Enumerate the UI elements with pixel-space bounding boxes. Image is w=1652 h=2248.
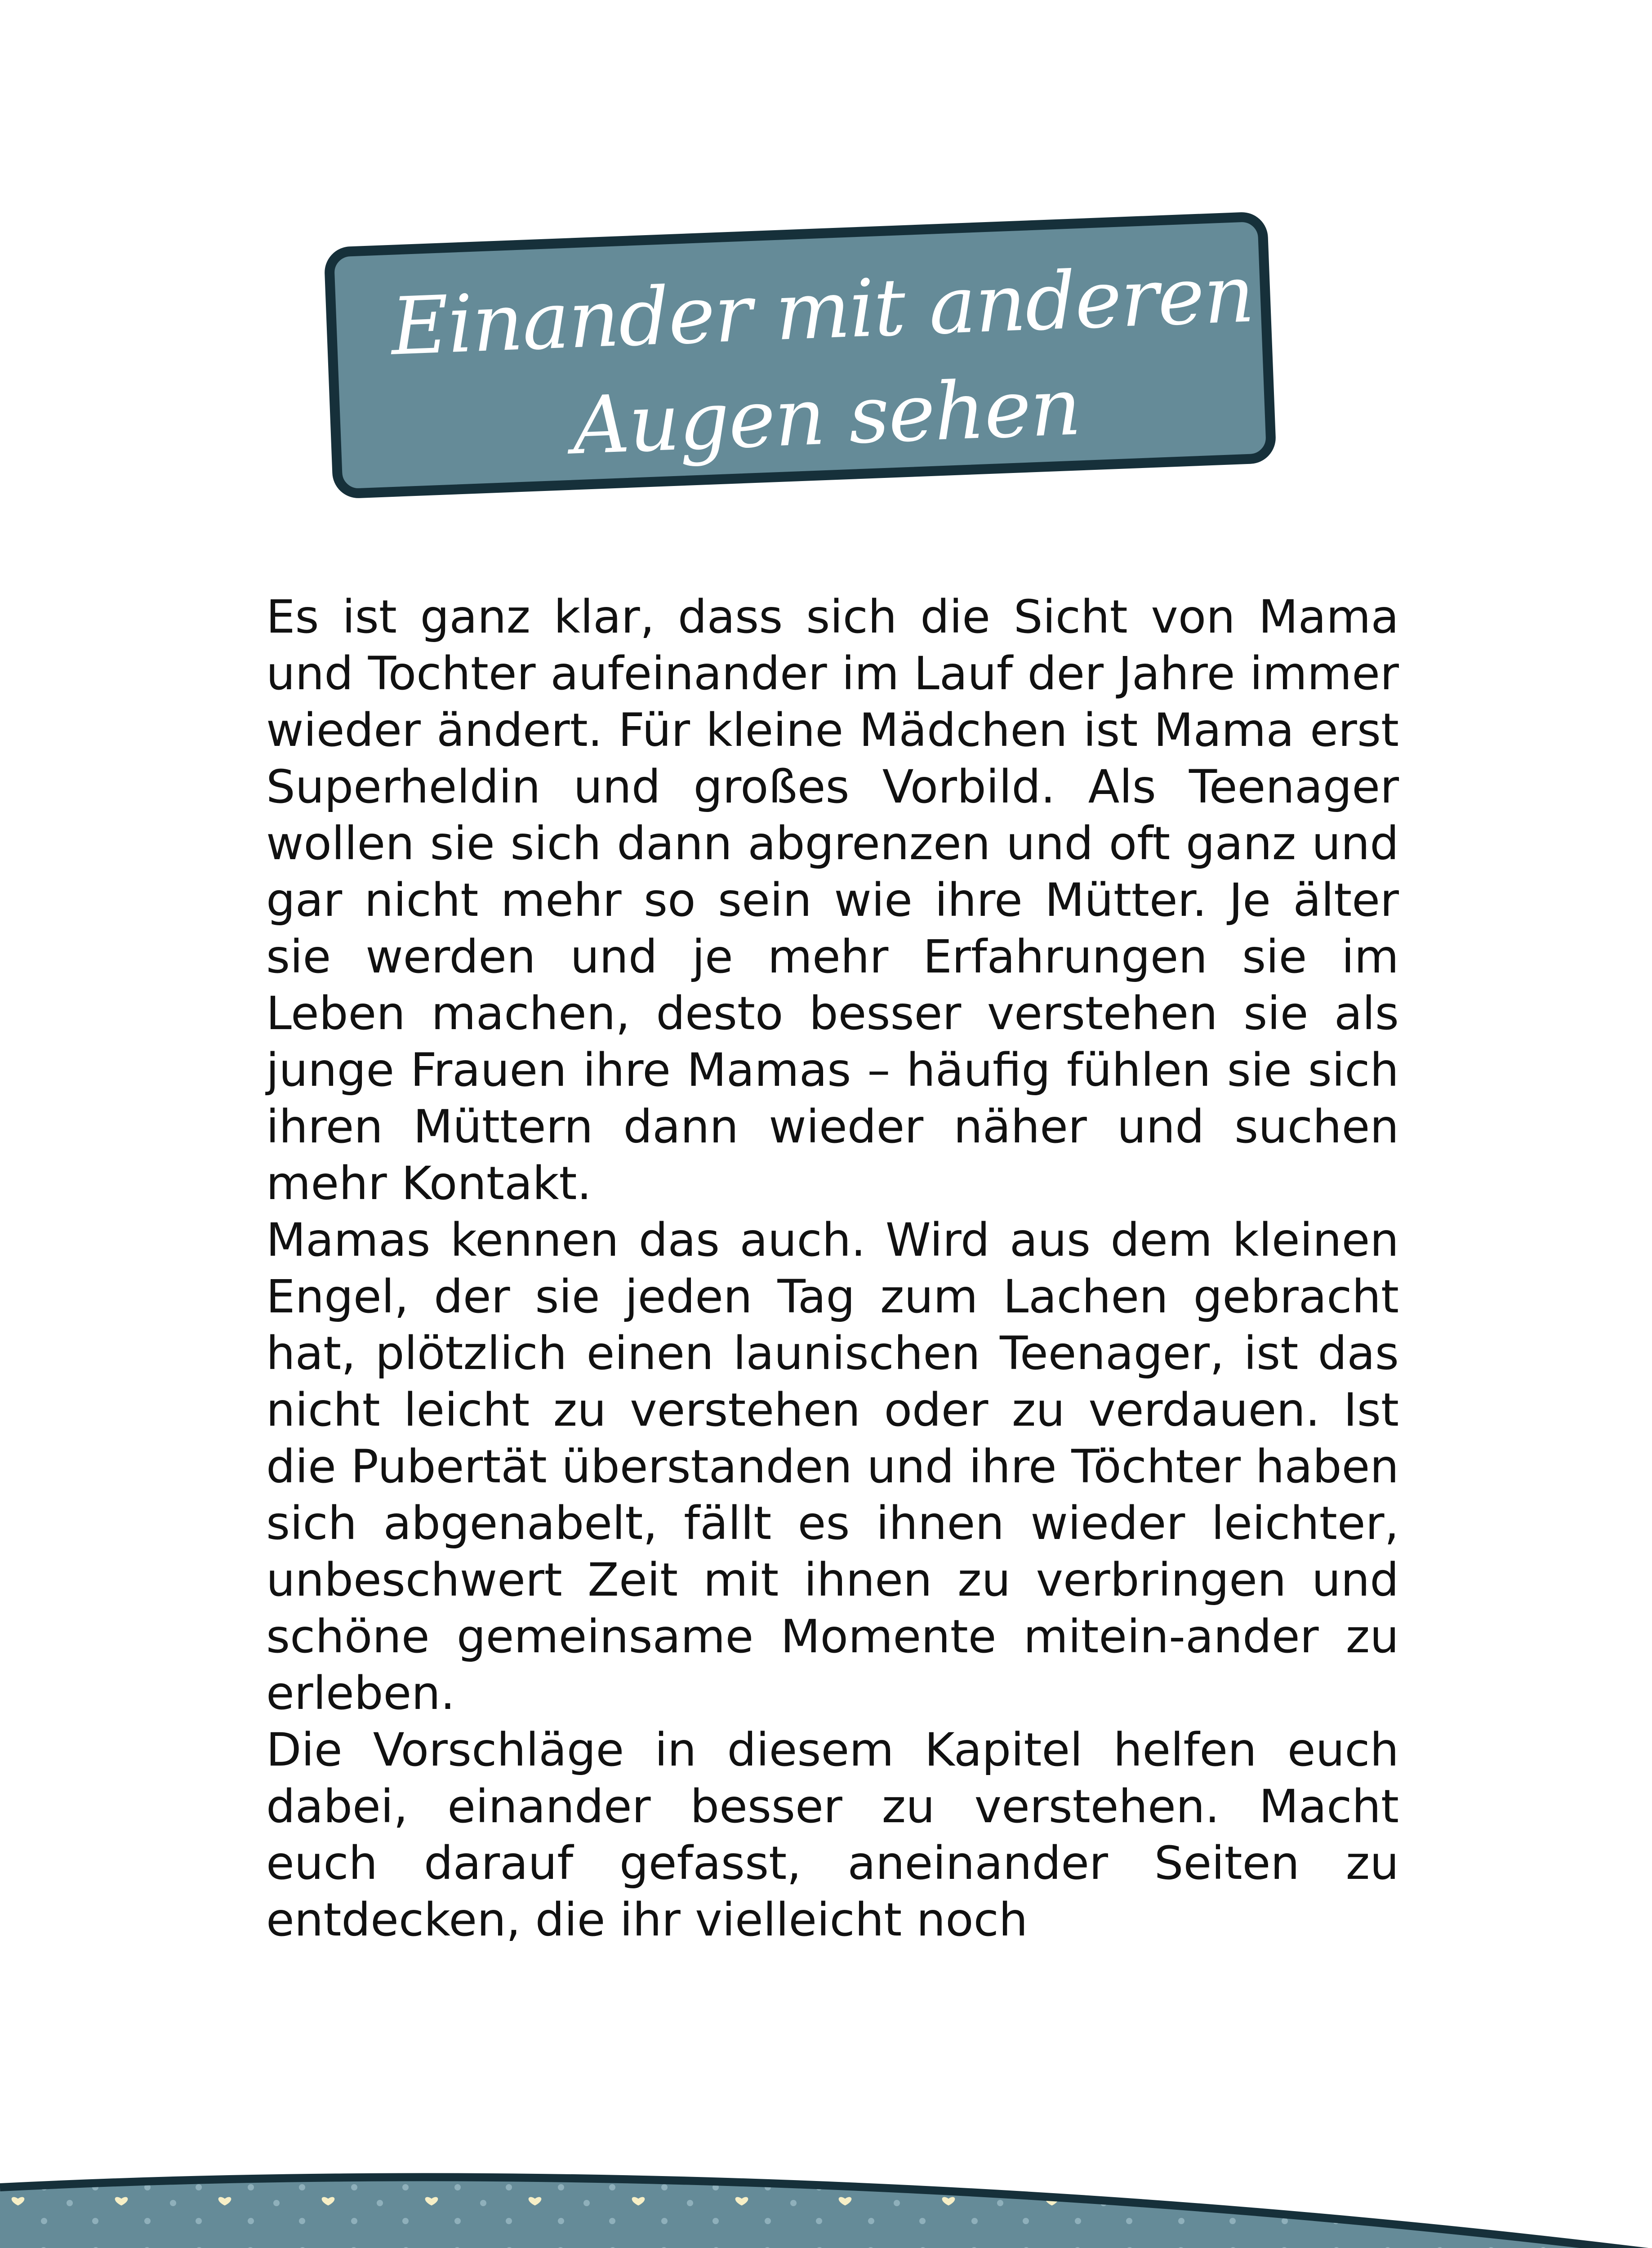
- heart-icon: [1563, 2197, 1576, 2206]
- dot-icon: [1075, 2218, 1081, 2224]
- dot-icon: [1126, 2184, 1132, 2190]
- dot-icon: [454, 2184, 461, 2190]
- dot-icon: [1540, 2218, 1546, 2224]
- dot-icon: [1229, 2184, 1236, 2190]
- paragraph-2: Mamas kennen das auch. Wird aus dem kleinen Engel, der sie jeden Tag zum Lachen gebracht hat, plötzlich einen launischen Teenager, ist das nicht leicht zu verstehen oder zu verdauen. Ist die Pubertät überstanden und ihre Töchter haben sich abgenabelt, fällt es ihnen wieder leichter, unbeschwert Zeit mit ihnen zu verbringen und schöne gemeinsame Momente mitein-ander zu erleben.: [266, 1213, 1399, 1720]
- dot-icon: [506, 2184, 512, 2190]
- dot-icon: [92, 2218, 98, 2224]
- dot-icon: [1411, 2200, 1417, 2206]
- dot-icon: [1643, 2218, 1649, 2224]
- paragraph-3: Die Vorschläge in diesem Kapitel helfen euch dabei, einander besser zu verstehen. Macht euch darauf gefasst, aneinander Seiten zu entdecken, die ihr vielleicht noch: [266, 1723, 1399, 1947]
- dot-icon: [1023, 2184, 1029, 2190]
- chapter-title-line-1: Einander mit anderen: [389, 248, 1256, 373]
- dot-icon: [402, 2184, 409, 2190]
- dot-icon: [609, 2218, 615, 2224]
- dot-icon: [894, 2200, 900, 2206]
- dot-icon: [170, 2200, 176, 2206]
- dot-icon: [1617, 2200, 1624, 2206]
- dot-icon: [377, 2200, 383, 2206]
- dot-icon: [971, 2218, 978, 2224]
- dot-icon: [144, 2218, 151, 2224]
- dot-icon: [351, 2184, 357, 2190]
- dot-icon: [402, 2218, 409, 2224]
- dot-icon: [1178, 2218, 1184, 2224]
- dot-icon: [919, 2218, 926, 2224]
- dot-icon: [1488, 2184, 1495, 2190]
- dot-icon: [1540, 2184, 1546, 2190]
- dot-icon: [1075, 2184, 1081, 2190]
- dot-icon: [41, 2218, 47, 2224]
- paragraph-1: Es ist ganz klar, dass sich die Sicht von Mama und Tochter aufeinander im Lauf der Jahre immer wieder ändert. Für kleine Mädchen ist Mama erst Superheldin und großes Vorbild. Als Teenager wollen sie sich dann abgrenzen und oft ganz und gar nicht mehr so sein wie ihre Mütter. Je älter sie werden und je mehr Erfahrungen sie im Leben machen, desto besser verstehen sie als junge Frauen ihre Mamas – häufig fühlen sie sich ihren Müttern dann wieder näher und suchen mehr Kontakt.: [266, 590, 1399, 1210]
- dot-icon: [661, 2184, 668, 2190]
- dot-icon: [765, 2218, 771, 2224]
- dot-icon: [1229, 2218, 1236, 2224]
- dot-icon: [1436, 2218, 1443, 2224]
- dot-icon: [1592, 2218, 1598, 2224]
- dot-icon: [1514, 2200, 1520, 2206]
- dot-icon: [67, 2200, 73, 2206]
- dot-icon: [1307, 2200, 1314, 2206]
- dot-icon: [351, 2218, 357, 2224]
- heart-icon: [1252, 2197, 1265, 2206]
- dot-icon: [558, 2218, 564, 2224]
- dot-icon: [299, 2184, 305, 2190]
- dot-icon: [1436, 2184, 1443, 2190]
- dot-icon: [1488, 2218, 1495, 2224]
- dot-icon: [248, 2184, 254, 2190]
- dot-icon: [661, 2218, 668, 2224]
- dot-icon: [248, 2218, 254, 2224]
- dot-icon: [506, 2218, 512, 2224]
- dot-icon: [1178, 2184, 1184, 2190]
- dot-icon: [790, 2200, 797, 2206]
- dot-icon: [1023, 2218, 1029, 2224]
- dot-icon: [480, 2200, 486, 2206]
- dot-icon: [273, 2200, 280, 2206]
- dot-icon: [1126, 2218, 1132, 2224]
- dot-icon: [1592, 2184, 1598, 2190]
- heart-icon: [1459, 2197, 1472, 2206]
- dot-icon: [609, 2184, 615, 2190]
- dot-icon: [454, 2218, 461, 2224]
- dot-icon: [583, 2200, 590, 2206]
- dot-icon: [299, 2218, 305, 2224]
- dot-icon: [1282, 2184, 1288, 2190]
- dot-icon: [1282, 2218, 1288, 2224]
- dot-icon: [196, 2184, 202, 2190]
- dot-icon: [196, 2218, 202, 2224]
- chapter-title: [0, 226, 1652, 501]
- chapter-title-line-2: Augen sehen: [570, 361, 1082, 473]
- heart-icon: [1356, 2197, 1369, 2206]
- dot-icon: [868, 2218, 874, 2224]
- dot-icon: [997, 2200, 1003, 2206]
- dot-icon: [816, 2218, 822, 2224]
- dot-icon: [1385, 2184, 1391, 2190]
- heart-pattern-footer: [0, 2167, 1652, 2248]
- dot-icon: [687, 2200, 693, 2206]
- body-text: [266, 589, 1399, 1949]
- dot-icon: [1333, 2184, 1339, 2190]
- dot-icon: [712, 2218, 719, 2224]
- dot-icon: [558, 2184, 564, 2190]
- dot-icon: [1643, 2184, 1649, 2190]
